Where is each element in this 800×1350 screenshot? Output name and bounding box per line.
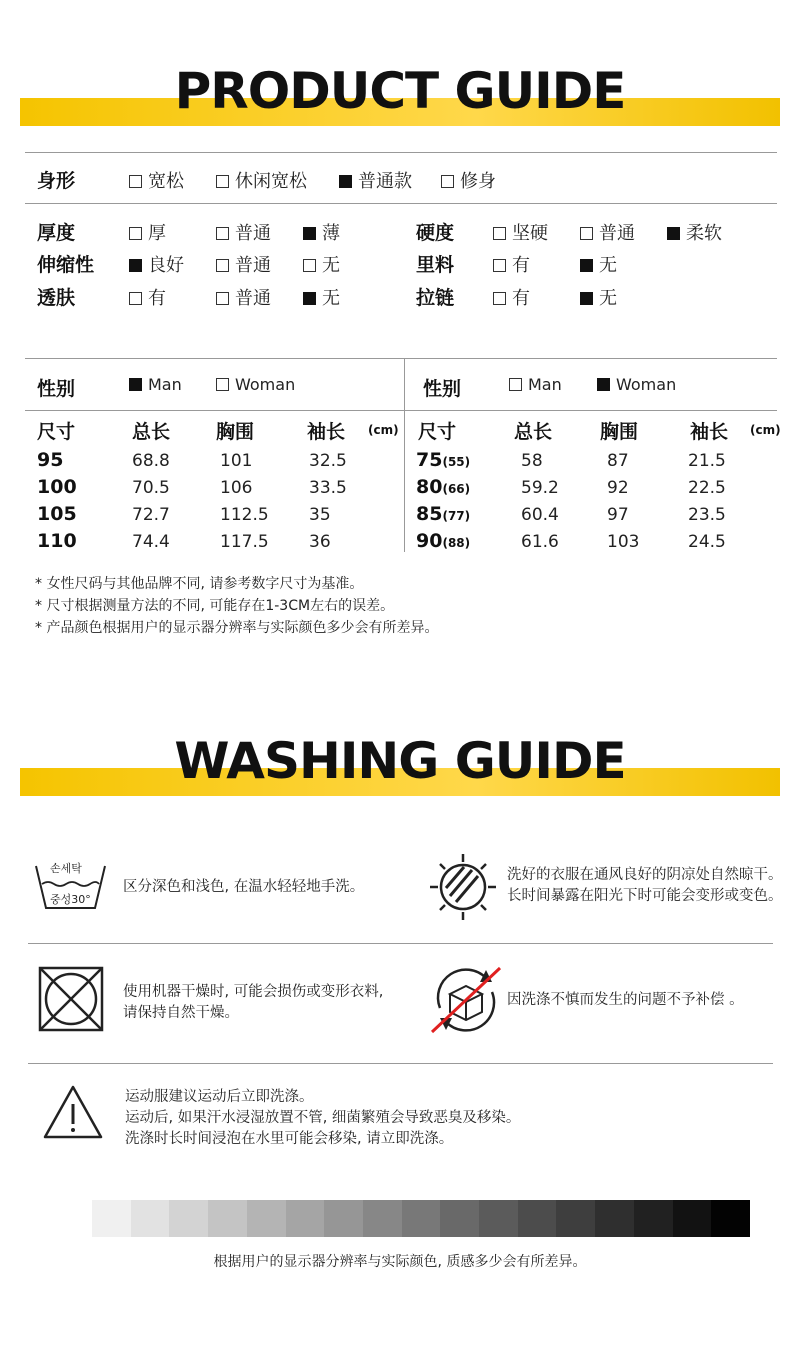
grayscale-swatch	[711, 1200, 750, 1237]
length-value: 58	[521, 451, 543, 471]
option-text: 有	[512, 255, 530, 276]
column-header: 总长	[132, 421, 171, 443]
size-number: 95	[37, 449, 64, 471]
checkbox-icon	[509, 378, 522, 391]
chest-value: 103	[607, 532, 640, 552]
checkbox-icon	[129, 378, 142, 391]
no-exchange-icon	[428, 964, 504, 1036]
option-text: 普通	[235, 255, 271, 276]
checkbox-icon	[303, 292, 316, 305]
wash-item-5-text: 运动服建议运动后立即洗涤。 运动后, 如果汗水浸湿放置不管, 细菌繁殖会导致恶臭及移染。 洗涤时长时间浸泡在水里可能会移染, 请立即洗涤。	[125, 1089, 521, 1147]
body-type-option	[339, 167, 412, 193]
attribute-label: 伸缩性	[37, 254, 95, 276]
checkbox-icon	[216, 227, 229, 240]
size-alt: (77)	[442, 509, 471, 523]
sleeve-value: 33.5	[309, 478, 347, 498]
divider	[28, 943, 773, 944]
checkbox-icon	[580, 292, 593, 305]
attribute-option	[667, 219, 722, 245]
chest-value: 117.5	[220, 532, 269, 552]
option-text: 薄	[322, 223, 340, 244]
checkbox-icon	[580, 227, 593, 240]
attribute-option	[303, 251, 340, 277]
gender-text: Woman	[616, 375, 677, 394]
body-type-option	[129, 167, 184, 193]
checkbox-icon	[493, 292, 506, 305]
checkbox-icon	[580, 259, 593, 272]
wash-item-3-text: 使用机器干燥时, 可能会损伤或变形衣料, 请保持自然干燥。	[123, 984, 384, 1021]
grayscale-swatch	[92, 1200, 131, 1237]
gender-option	[129, 375, 182, 394]
sleeve-value: 21.5	[688, 451, 726, 471]
length-value: 61.6	[521, 532, 559, 552]
checkbox-icon	[303, 259, 316, 272]
length-value: 74.4	[132, 532, 170, 552]
grayscale-swatch	[479, 1200, 518, 1237]
checkbox-icon	[129, 259, 142, 272]
attribute-label: 里料	[416, 254, 455, 276]
option-text: 厚	[148, 223, 166, 244]
grayscale-swatch	[169, 1200, 208, 1237]
option-text: 无	[322, 255, 340, 276]
chest-value: 87	[607, 451, 629, 471]
option-text: 普通	[235, 223, 271, 244]
grayscale-swatch	[440, 1200, 479, 1237]
column-header: 袖长	[307, 421, 346, 443]
attribute-option	[493, 219, 548, 245]
size-value	[37, 530, 77, 552]
divider	[25, 410, 777, 411]
size-number: 90	[416, 530, 443, 552]
checkbox-icon	[667, 227, 680, 240]
grayscale-swatch	[634, 1200, 673, 1237]
checkbox-icon	[597, 378, 610, 391]
note-line: * 女性尺码与其他品牌不同, 请参考数字尺寸为基准。	[35, 576, 364, 592]
size-number: 80	[416, 476, 443, 498]
note-line: * 尺寸根据测量方法的不同, 可能存在1-3CM左右的误差。	[35, 598, 395, 614]
option-text: 无	[599, 255, 617, 276]
column-header: 尺寸	[418, 421, 457, 443]
size-value	[37, 476, 77, 498]
checkbox-icon	[339, 175, 352, 188]
column-header: 尺寸	[37, 421, 76, 443]
length-value: 59.2	[521, 478, 559, 498]
gender-text: Man	[148, 375, 182, 394]
option-text: 无	[322, 288, 340, 309]
checkbox-icon	[303, 227, 316, 240]
grayscale-swatch	[556, 1200, 595, 1237]
size-alt: (88)	[442, 536, 471, 550]
option-text: 柔软	[686, 223, 722, 244]
size-number: 110	[37, 530, 77, 552]
attribute-option	[129, 251, 184, 277]
size-alt: (66)	[442, 482, 471, 496]
sleeve-value: 23.5	[688, 505, 726, 525]
note-line: * 产品颜色根据用户的显示器分辨率与实际颜色多少会有所差异。	[35, 620, 439, 636]
attribute-option	[493, 251, 530, 277]
length-value: 72.7	[132, 505, 170, 525]
grayscale-swatch	[673, 1200, 712, 1237]
option-text: 宽松	[148, 171, 184, 192]
checkbox-icon	[216, 175, 229, 188]
grayscale-swatch	[324, 1200, 363, 1237]
grayscale-strip	[92, 1200, 750, 1237]
grayscale-swatch	[131, 1200, 170, 1237]
column-header: 总长	[514, 421, 553, 443]
checkbox-icon	[216, 378, 229, 391]
wash-item-1-text: 区分深色和浅色, 在温水轻轻地手洗。	[123, 879, 365, 895]
attribute-option	[580, 219, 635, 245]
column-header: 袖长	[690, 421, 729, 443]
size-value	[37, 449, 63, 471]
attribute-option	[216, 219, 271, 245]
divider	[25, 152, 777, 153]
length-value: 68.8	[132, 451, 170, 471]
checkbox-icon	[216, 259, 229, 272]
do-not-tumble-dry-icon	[38, 966, 104, 1032]
option-text: 修身	[460, 171, 496, 192]
attribute-option	[580, 251, 617, 277]
column-header: 胸围	[216, 421, 255, 443]
checkbox-icon	[129, 175, 142, 188]
option-text: 坚硬	[512, 223, 548, 244]
attribute-label: 透肤	[37, 287, 76, 309]
option-text: 良好	[148, 255, 184, 276]
body-type-option	[216, 167, 307, 193]
option-text: 有	[148, 288, 166, 309]
attribute-label: 拉链	[416, 287, 455, 309]
option-text: 休闲宽松	[235, 171, 307, 192]
divider	[28, 1063, 773, 1064]
option-text: 普通	[235, 288, 271, 309]
checkbox-icon	[493, 259, 506, 272]
size-value	[416, 530, 470, 552]
checkbox-icon	[441, 175, 454, 188]
attribute-option	[303, 219, 340, 245]
sleeve-value: 24.5	[688, 532, 726, 552]
grayscale-swatch	[363, 1200, 402, 1237]
sleeve-value: 36	[309, 532, 331, 552]
unit-label: (cm)	[750, 423, 781, 437]
divider	[25, 203, 777, 204]
option-text: 普通款	[358, 171, 412, 192]
sleeve-value: 22.5	[688, 478, 726, 498]
gender-label: 性别	[423, 378, 462, 400]
grayscale-swatch	[595, 1200, 634, 1237]
attribute-option	[129, 284, 166, 310]
grayscale-swatch	[402, 1200, 441, 1237]
size-number: 85	[416, 503, 443, 525]
size-value	[37, 503, 77, 525]
chest-value: 106	[220, 478, 253, 498]
gender-text: Man	[528, 375, 562, 394]
chest-value: 92	[607, 478, 629, 498]
unit-label: (cm)	[368, 423, 399, 437]
grayscale-swatch	[208, 1200, 247, 1237]
grayscale-swatch	[247, 1200, 286, 1237]
sleeve-value: 32.5	[309, 451, 347, 471]
gender-option	[216, 375, 295, 394]
wash-item-2-text: 洗好的衣服在通风良好的阴凉处自然晾干。 长时间暴露在阳光下时可能会变形或变色。	[507, 867, 783, 904]
chest-value: 112.5	[220, 505, 269, 525]
length-value: 60.4	[521, 505, 559, 525]
sleeve-value: 35	[309, 505, 331, 525]
size-number: 100	[37, 476, 77, 498]
attribute-label: 厚度	[37, 222, 76, 244]
option-text: 普通	[599, 223, 635, 244]
gender-text: Woman	[235, 375, 296, 394]
size-value	[416, 503, 470, 525]
option-text: 无	[599, 288, 617, 309]
checkbox-icon	[129, 292, 142, 305]
attribute-option	[129, 219, 166, 245]
warning-icon	[42, 1084, 104, 1140]
hand-wash-bottom-text: 중성30°	[50, 893, 91, 906]
hand-wash-icon	[33, 860, 108, 912]
no-direct-sun-icon	[428, 852, 498, 922]
gender-option	[597, 375, 676, 394]
table-separator	[404, 358, 405, 552]
checkbox-icon	[493, 227, 506, 240]
attribute-option	[216, 284, 271, 310]
attribute-label: 硬度	[416, 222, 455, 244]
size-number: 105	[37, 503, 77, 525]
column-header: 胸围	[600, 421, 639, 443]
body-type-option	[441, 167, 496, 193]
size-number: 75	[416, 449, 443, 471]
chest-value: 97	[607, 505, 629, 525]
divider	[25, 358, 777, 359]
checkbox-icon	[216, 292, 229, 305]
body-type-label: 身形	[37, 170, 76, 192]
washing-guide-title: WASHING GUIDE	[174, 732, 626, 790]
wash-item-4-text: 因洗涤不慎而发生的问题不予补偿 。	[507, 992, 744, 1008]
attribute-option	[580, 284, 617, 310]
size-value	[416, 449, 470, 471]
option-text: 有	[512, 288, 530, 309]
grayscale-swatch	[286, 1200, 325, 1237]
footer-note: 根据用户的显示器分辨率与实际颜色, 质感多少会有所差异。	[213, 1254, 587, 1270]
attribute-option	[493, 284, 530, 310]
size-alt: (55)	[442, 455, 471, 469]
hand-wash-top-text: 손세탁	[50, 862, 82, 875]
chest-value: 101	[220, 451, 253, 471]
checkbox-icon	[129, 227, 142, 240]
grayscale-swatch	[518, 1200, 557, 1237]
attribute-option	[303, 284, 340, 310]
gender-label: 性别	[37, 378, 76, 400]
size-value	[416, 476, 470, 498]
product-guide-title: PRODUCT GUIDE	[174, 62, 626, 120]
length-value: 70.5	[132, 478, 170, 498]
gender-option	[509, 375, 562, 394]
attribute-option	[216, 251, 271, 277]
